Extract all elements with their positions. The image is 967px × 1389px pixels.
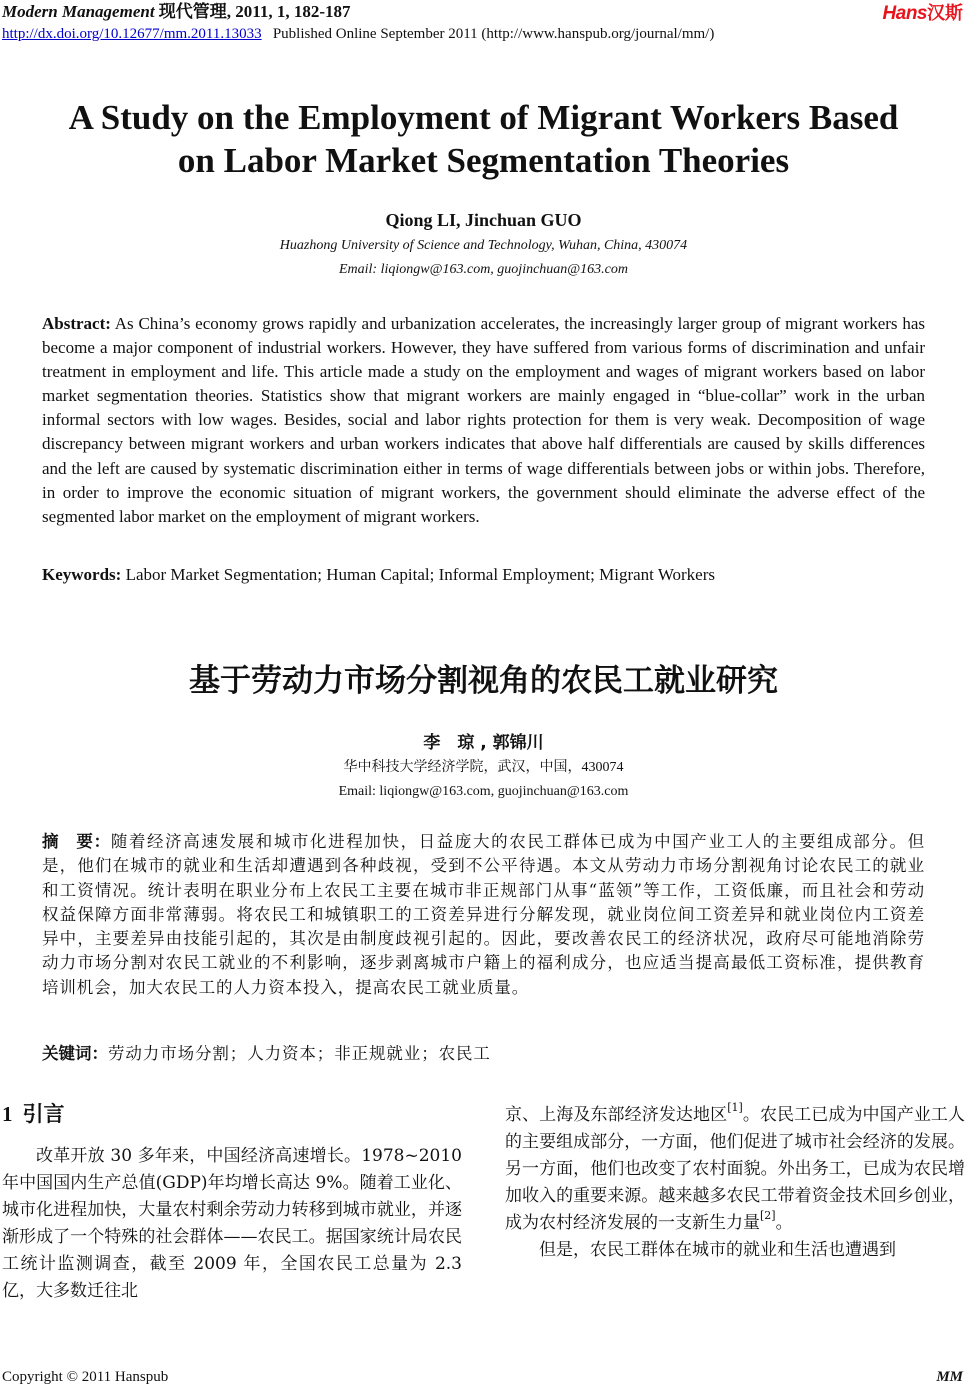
- affiliation-en: Huazhong University of Science and Technology, Wuhan, China, 430074: [279, 238, 688, 253]
- journal-citation: , 2011, 1, 182-187: [226, 2, 351, 21]
- abstract-cn: [42, 830, 925, 1000]
- body-column-right: [505, 1102, 965, 1265]
- email-cn: Email: liqiongw@163.com, guojinchuan@163.com: [338, 784, 629, 799]
- keywords-en: [42, 563, 925, 587]
- email-en: Email: liqiongw@163.com, guojinchuan@163.com: [338, 262, 628, 277]
- hans-logo: [883, 2, 963, 25]
- citation-ref-2[interactable]: [2]: [760, 1209, 776, 1223]
- paper-title-en: [0, 96, 967, 182]
- paper-title-cn: 基于劳动力市场分割视角的农民工就业研究: [189, 663, 778, 699]
- logo-cn: 汉斯: [927, 3, 963, 23]
- body-paragraph: 改革开放 30 多年来，中国经济高速增长。1978~2010 年中国国内生产总值(GDP)年均增长高达 9%。随着工业化、城市化进程加快，大量农村剩余劳动力转移到城市就业，并逐渐形成了一个特殊的社会群体——农民工。据国家统计局农民工统计监测调查，截至 2009 年，全国农民工总量为 2.3 亿，大多数迁往北: [2, 1146, 462, 1302]
- published-online: Published Online September 2011 (http://www.hanspub.org/journal/mm/): [272, 26, 715, 42]
- doi-line: [2, 24, 714, 44]
- affiliation-cn: 华中科技大学经济学院，武汉，中国，430074: [343, 760, 624, 775]
- authors-en: Qiong LI, Jinchuan GUO: [385, 210, 582, 230]
- abstract-en: [42, 312, 925, 529]
- doi-link[interactable]: http://dx.doi.org/10.12677/mm.2011.13033: [2, 26, 262, 42]
- journal-name-cn: 现代管理: [158, 2, 227, 21]
- journal-abbr: MM: [936, 1369, 963, 1385]
- title-line-1: A Study on the Employment of Migrant Workers Based: [68, 98, 899, 137]
- body-paragraph: [505, 1102, 965, 1237]
- section-title: 引言: [22, 1102, 65, 1126]
- citation-ref-1[interactable]: [1]: [727, 1101, 743, 1114]
- keywords-label: Keywords:: [42, 565, 122, 584]
- keywords-text: Labor Market Segmentation; Human Capital; Informal Employment; Migrant Workers: [121, 565, 715, 584]
- body-column-left: [2, 1143, 462, 1306]
- abstract-label: Abstract:: [42, 314, 111, 333]
- journal-header: [2, 2, 351, 22]
- paragraph-text: 。农民工已成为中国产业工人的主要组成部分，一方面，他们促进了城市社会经济的发展。另一方面，他们也改变了农村面貌。外出务工，已成为农民增加收入的重要来源。越来越多农民工带着资金技术回乡创业，成为农村经济发展的一支新生力量: [505, 1105, 965, 1234]
- logo-latin: Hans: [882, 3, 927, 24]
- section-heading: [2, 1100, 65, 1128]
- keywords-cn-text: 劳动力市场分割；人力资本；非正规就业；农民工: [108, 1044, 491, 1063]
- keywords-cn: [42, 1042, 925, 1066]
- journal-name: Modern Management: [2, 2, 155, 21]
- paragraph-text: 。: [775, 1213, 793, 1234]
- section-number: 1: [2, 1102, 13, 1126]
- abstract-cn-label: 摘 要：: [42, 832, 111, 851]
- authors-cn: 李 琼 , 郭锦川: [423, 733, 544, 753]
- keywords-cn-label: 关键词：: [42, 1044, 108, 1063]
- body-paragraph: 但是，农民工群体在城市的就业和生活也遭遇到: [539, 1240, 896, 1261]
- copyright: Copyright © 2011 Hanspub: [2, 1369, 169, 1385]
- abstract-cn-text: 随着经济高速发展和城市化进程加快，日益庞大的农民工群体已成为中国产业工人的主要组成部分。但是，他们在城市的就业和生活却遭遇到各种歧视，受到不公平待遇。本文从劳动力市场分割视角讨论农民工的就业和工资情况。统计表明在职业分布上农民工主要在城市非正规部门从事“蓝领”等工作，工资低廉，而且社会和劳动权益保障方面非常薄弱。将农民工和城镇职工的工资差异进行分解发现，就业岗位间工资差异和就业岗位内工资差异中，主要差异由技能引起的，其次是由制度歧视引起的。因此，要改善农民工的经济状况，政府尽可能地消除劳动力市场分割对农民工就业的不利影响，逐步剥离城市户籍上的福利成分，也应适当提高最低工资标准，提供教育培训机会，加大农民工的人力资本投入，提高农民工就业质量。: [42, 832, 926, 997]
- title-line-2: on Labor Market Segmentation Theories: [177, 141, 790, 180]
- abstract-text: As China’s economy grows rapidly and urbanization accelerates, the increasingly larger group of migrant workers has become a major component of industrial workers. However, they have suffered from various forms of discrimination and unfair treatment in employment and life. This article made a study on the employment and wages of migrant workers based on labor market segmentation theories. Statistics show that migrant workers are mainly engaged in “blue-collar” work in the urban informal sectors with low wages. Besides, social and labor rights protection for them is very weak. Decomposition of wage discrepancy between migrant workers and urban workers indicates that above half differentials are caused by skills differences and the left are caused by systematic discrimination either in terms of wage differentials between jobs or within jobs. Therefore, in order to improve the economic situation of migrant workers, the government should eliminate the adverse effect of the segmented labor market on the employment of migrant workers.: [42, 314, 925, 526]
- paragraph-text: 京、上海及东部经济发达地区: [505, 1105, 728, 1125]
